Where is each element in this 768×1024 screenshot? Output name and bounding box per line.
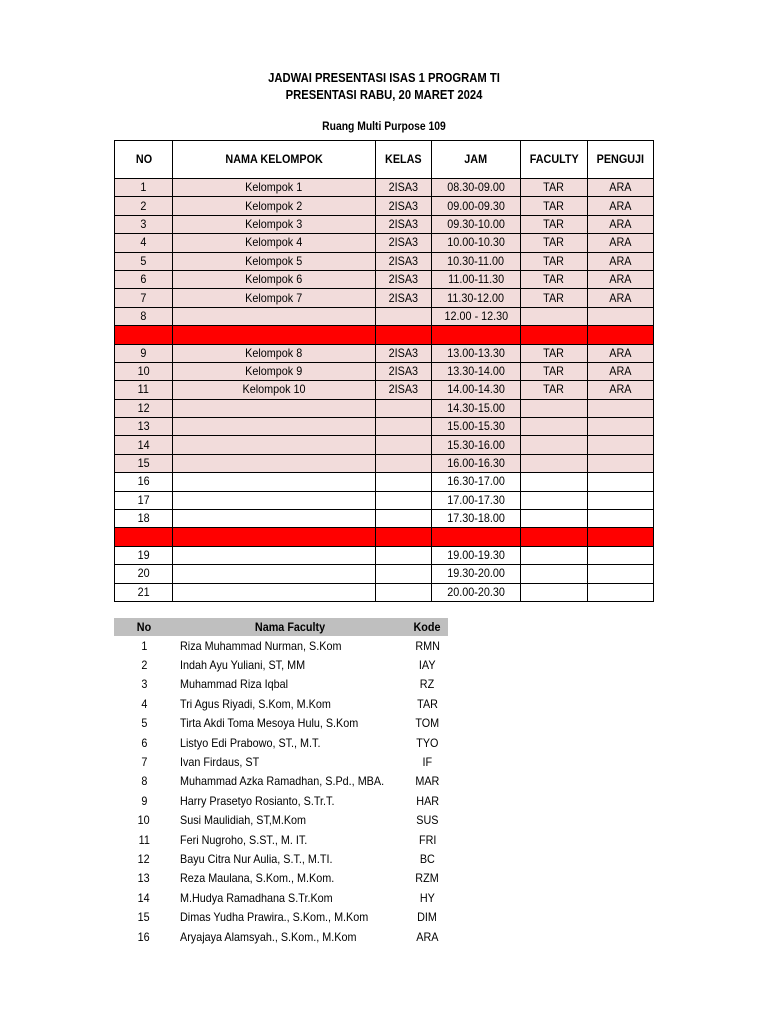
break-cell: [115, 528, 173, 546]
cell-penguji: ARA: [588, 270, 654, 288]
document-subtitle: PRESENTASI RABU, 20 MARET 2024: [285, 88, 483, 102]
faculty-cell-nama: Reza Maulana, S.Kom., M.Kom.: [180, 871, 335, 886]
faculty-cell-nama: Aryajaya Alamsyah., S.Kom., M.Kom: [180, 929, 357, 944]
cell-jam: 17.30-18.00: [432, 510, 521, 528]
cell-kelas: [376, 307, 432, 325]
cell-kelas: 2ISA3: [376, 252, 432, 270]
faculty-row: [114, 772, 448, 791]
cell-kelas: 2ISA3: [376, 362, 432, 380]
schedule-row: [115, 307, 654, 325]
cell-penguji: [588, 436, 654, 454]
faculty-row: [114, 752, 448, 771]
cell-kelas: [376, 565, 432, 583]
faculty-cell-nama: Tirta Akdi Toma Mesoya Hulu, S.Kom: [180, 716, 359, 731]
cell-kelas: [376, 454, 432, 472]
faculty-cell-no: 10: [137, 813, 151, 828]
faculty-cell-nama: Muhammad Azka Ramadhan, S.Pd., MBA.: [180, 774, 385, 789]
faculty-row: [114, 849, 448, 868]
faculty-cell-nama: Ivan Firdaus, ST: [180, 755, 260, 770]
faculty-cell-no: 14: [137, 890, 151, 905]
cell-penguji: [588, 583, 654, 601]
cell-faculty: [521, 307, 588, 325]
cell-jam: 20.00-20.30: [432, 583, 521, 601]
schedule-row: [115, 473, 654, 491]
schedule-row: [115, 362, 654, 380]
faculty-cell-no: 15: [137, 910, 151, 925]
faculty-cell-kode: TOM: [415, 716, 440, 731]
cell-kelas: [376, 546, 432, 564]
faculty-cell-no: 1: [140, 638, 148, 653]
faculty-row: [114, 888, 448, 907]
faculty-cell-kode: ARA: [416, 929, 439, 944]
cell-faculty: [521, 454, 588, 472]
schedule-row: [115, 418, 654, 436]
break-cell: [521, 326, 588, 344]
faculty-column-header-nama: Nama Faculty: [174, 618, 407, 636]
break-row: [115, 326, 654, 344]
break-row: [115, 528, 654, 546]
break-cell: [376, 326, 432, 344]
faculty-cell-no: 5: [140, 716, 148, 731]
cell-penguji: [588, 473, 654, 491]
faculty-cell-no: 9: [140, 793, 148, 808]
cell-nama: Kelompok 6: [173, 270, 376, 288]
cell-faculty: [521, 399, 588, 417]
column-header-penguji: PENGUJI: [588, 141, 654, 179]
cell-faculty: TAR: [521, 289, 588, 307]
cell-faculty: TAR: [521, 362, 588, 380]
break-cell: [115, 326, 173, 344]
cell-no: 15: [115, 454, 173, 472]
cell-no: 17: [115, 491, 173, 509]
faculty-cell-no: 3: [140, 677, 148, 692]
cell-penguji: [588, 510, 654, 528]
schedule-row: [115, 436, 654, 454]
schedule-row: [115, 234, 654, 252]
cell-nama: Kelompok 5: [173, 252, 376, 270]
cell-faculty: [521, 546, 588, 564]
column-header-faculty: FACULTY: [521, 141, 588, 179]
cell-no: 13: [115, 418, 173, 436]
faculty-cell-nama: Harry Prasetyo Rosianto, S.Tr.T.: [180, 793, 335, 808]
cell-penguji: ARA: [588, 234, 654, 252]
cell-kelas: [376, 399, 432, 417]
faculty-cell-nama: Listyo Edi Prabowo, ST., M.T.: [180, 735, 321, 750]
break-cell: [588, 326, 654, 344]
faculty-cell-kode: RMN: [414, 638, 440, 653]
cell-faculty: [521, 583, 588, 601]
cell-nama: Kelompok 2: [173, 197, 376, 215]
cell-faculty: [521, 510, 588, 528]
cell-nama: [173, 454, 376, 472]
faculty-row: [114, 714, 448, 733]
cell-penguji: [588, 418, 654, 436]
cell-jam: 12.00 - 12.30: [432, 307, 521, 325]
cell-faculty: TAR: [521, 344, 588, 362]
faculty-row: [114, 927, 448, 946]
cell-penguji: ARA: [588, 344, 654, 362]
cell-no: 16: [115, 473, 173, 491]
cell-faculty: [521, 473, 588, 491]
cell-faculty: TAR: [521, 252, 588, 270]
faculty-cell-no: 2: [140, 658, 148, 673]
cell-no: 5: [115, 252, 173, 270]
cell-penguji: ARA: [588, 252, 654, 270]
break-cell: [173, 528, 376, 546]
cell-faculty: [521, 565, 588, 583]
faculty-cell-no: 16: [137, 929, 151, 944]
faculty-cell-nama: Tri Agus Riyadi, S.Kom, M.Kom: [180, 696, 331, 711]
faculty-cell-nama: Bayu Citra Nur Aulia, S.T., M.TI.: [180, 851, 333, 866]
schedule-table: [114, 140, 654, 602]
faculty-cell-no: 8: [140, 774, 148, 789]
cell-kelas: [376, 436, 432, 454]
cell-no: 3: [115, 215, 173, 233]
faculty-cell-kode: TAR: [416, 696, 438, 711]
cell-no: 20: [115, 565, 173, 583]
cell-jam: 13.30-14.00: [432, 362, 521, 380]
cell-nama: [173, 583, 376, 601]
faculty-cell-kode: RZ: [420, 677, 435, 692]
column-header-nama-kelompok: NAMA KELOMPOK: [173, 141, 376, 179]
schedule-row: [115, 179, 654, 197]
schedule-row: [115, 546, 654, 564]
cell-nama: Kelompok 9: [173, 362, 376, 380]
faculty-column-header-no: No: [114, 618, 174, 636]
cell-no: 21: [115, 583, 173, 601]
cell-kelas: 2ISA3: [376, 215, 432, 233]
cell-nama: Kelompok 1: [173, 179, 376, 197]
cell-jam: 14.00-14.30: [432, 381, 521, 399]
cell-penguji: ARA: [588, 381, 654, 399]
faculty-row: [114, 791, 448, 810]
cell-no: 19: [115, 546, 173, 564]
faculty-cell-kode: BC: [419, 851, 435, 866]
cell-jam: 16.00-16.30: [432, 454, 521, 472]
schedule-header-row: [115, 141, 654, 179]
cell-kelas: 2ISA3: [376, 289, 432, 307]
cell-nama: Kelompok 3: [173, 215, 376, 233]
cell-kelas: 2ISA3: [376, 234, 432, 252]
cell-faculty: TAR: [521, 381, 588, 399]
faculty-cell-no: 12: [137, 851, 151, 866]
cell-jam: 19.00-19.30: [432, 546, 521, 564]
cell-no: 1: [115, 179, 173, 197]
cell-kelas: [376, 510, 432, 528]
faculty-cell-no: 7: [140, 755, 148, 770]
schedule-row: [115, 197, 654, 215]
cell-faculty: TAR: [521, 197, 588, 215]
cell-no: 14: [115, 436, 173, 454]
break-cell: [432, 326, 521, 344]
faculty-cell-kode: FRI: [418, 832, 436, 847]
cell-jam: 10.30-11.00: [432, 252, 521, 270]
cell-nama: [173, 491, 376, 509]
cell-kelas: 2ISA3: [376, 344, 432, 362]
cell-jam: 08.30-09.00: [432, 179, 521, 197]
schedule-row: [115, 344, 654, 362]
break-cell: [521, 528, 588, 546]
cell-faculty: TAR: [521, 270, 588, 288]
faculty-row: [114, 907, 448, 926]
schedule-row: [115, 215, 654, 233]
faculty-cell-nama: M.Hudya Ramadhana S.Tr.Kom: [180, 890, 333, 905]
cell-jam: 17.00-17.30: [432, 491, 521, 509]
cell-jam: 10.00-10.30: [432, 234, 521, 252]
faculty-row: [114, 655, 448, 674]
faculty-row: [114, 811, 448, 830]
cell-nama: Kelompok 4: [173, 234, 376, 252]
schedule-row: [115, 565, 654, 583]
faculty-cell-nama: Susi Maulidiah, ST,M.Kom: [180, 813, 307, 828]
cell-nama: [173, 510, 376, 528]
faculty-cell-kode: SUS: [416, 813, 439, 828]
cell-nama: [173, 436, 376, 454]
cell-nama: Kelompok 7: [173, 289, 376, 307]
room-label: Ruang Multi Purpose 109: [322, 121, 446, 133]
cell-faculty: [521, 436, 588, 454]
cell-nama: [173, 565, 376, 583]
cell-penguji: [588, 454, 654, 472]
faculty-cell-kode: HY: [419, 890, 435, 905]
cell-jam: 19.30-20.00: [432, 565, 521, 583]
faculty-cell-nama: Indah Ayu Yuliani, ST, MM: [180, 658, 306, 673]
faculty-cell-kode: DIM: [417, 910, 438, 925]
break-cell: [173, 326, 376, 344]
schedule-row: [115, 583, 654, 601]
cell-kelas: [376, 473, 432, 491]
cell-faculty: [521, 491, 588, 509]
faculty-cell-kode: IF: [422, 755, 433, 770]
faculty-cell-kode: MAR: [415, 774, 440, 789]
cell-nama: [173, 307, 376, 325]
cell-faculty: [521, 418, 588, 436]
faculty-cell-kode: TYO: [416, 735, 439, 750]
faculty-cell-nama: Muhammad Riza Iqbal: [180, 677, 289, 692]
break-cell: [432, 528, 521, 546]
cell-nama: Kelompok 8: [173, 344, 376, 362]
cell-faculty: TAR: [521, 179, 588, 197]
cell-kelas: 2ISA3: [376, 270, 432, 288]
faculty-cell-no: 13: [137, 871, 151, 886]
cell-penguji: [588, 307, 654, 325]
cell-no: 12: [115, 399, 173, 417]
cell-jam: 11.00-11.30: [432, 270, 521, 288]
document-title: JADWAI PRESENTASI ISAS 1 PROGRAM TI: [268, 71, 500, 85]
cell-nama: [173, 473, 376, 491]
schedule-row: [115, 270, 654, 288]
faculty-cell-kode: HAR: [415, 793, 439, 808]
column-header-jam: JAM: [432, 141, 521, 179]
cell-penguji: ARA: [588, 179, 654, 197]
column-header-kelas: KELAS: [376, 141, 432, 179]
faculty-cell-no: 4: [140, 696, 148, 711]
faculty-column-header-kode: Kode: [407, 618, 448, 636]
cell-penguji: ARA: [588, 215, 654, 233]
cell-penguji: [588, 565, 654, 583]
faculty-cell-nama: Dimas Yudha Prawira., S.Kom., M.Kom: [180, 910, 369, 925]
cell-penguji: [588, 491, 654, 509]
column-header-no: NO: [115, 141, 173, 179]
cell-no: 8: [115, 307, 173, 325]
faculty-cell-no: 6: [140, 735, 148, 750]
cell-jam: 09.00-09.30: [432, 197, 521, 215]
schedule-row: [115, 510, 654, 528]
cell-penguji: ARA: [588, 197, 654, 215]
faculty-row: [114, 830, 448, 849]
cell-penguji: ARA: [588, 362, 654, 380]
faculty-table: [114, 618, 448, 946]
cell-kelas: [376, 491, 432, 509]
cell-kelas: 2ISA3: [376, 381, 432, 399]
faculty-row: [114, 694, 448, 713]
schedule-row: [115, 289, 654, 307]
cell-no: 10: [115, 362, 173, 380]
faculty-row: [114, 675, 448, 694]
faculty-row: [114, 636, 448, 655]
cell-nama: [173, 546, 376, 564]
faculty-row: [114, 733, 448, 752]
cell-kelas: [376, 418, 432, 436]
cell-kelas: [376, 583, 432, 601]
cell-penguji: ARA: [588, 289, 654, 307]
cell-no: 7: [115, 289, 173, 307]
faculty-cell-nama: Feri Nugroho, S.ST., M. IT.: [180, 832, 308, 847]
schedule-row: [115, 381, 654, 399]
break-cell: [588, 528, 654, 546]
cell-faculty: TAR: [521, 234, 588, 252]
cell-jam: 15.00-15.30: [432, 418, 521, 436]
faculty-row: [114, 869, 448, 888]
cell-jam: 09.30-10.00: [432, 215, 521, 233]
cell-nama: [173, 418, 376, 436]
cell-no: 9: [115, 344, 173, 362]
cell-jam: 14.30-15.00: [432, 399, 521, 417]
schedule-row: [115, 491, 654, 509]
schedule-row: [115, 399, 654, 417]
schedule-row: [115, 252, 654, 270]
cell-nama: Kelompok 10: [173, 381, 376, 399]
cell-nama: [173, 399, 376, 417]
break-cell: [376, 528, 432, 546]
faculty-cell-kode: RZM: [415, 871, 439, 886]
cell-jam: 16.30-17.00: [432, 473, 521, 491]
cell-faculty: TAR: [521, 215, 588, 233]
cell-penguji: [588, 546, 654, 564]
cell-penguji: [588, 399, 654, 417]
cell-no: 11: [115, 381, 173, 399]
faculty-cell-no: 11: [138, 832, 150, 847]
cell-jam: 15.30-16.00: [432, 436, 521, 454]
cell-no: 2: [115, 197, 173, 215]
faculty-header-row: [114, 618, 448, 636]
faculty-cell-nama: Riza Muhammad Nurman, S.Kom: [180, 638, 342, 653]
cell-kelas: 2ISA3: [376, 197, 432, 215]
cell-jam: 13.00-13.30: [432, 344, 521, 362]
schedule-row: [115, 454, 654, 472]
cell-no: 18: [115, 510, 173, 528]
cell-no: 6: [115, 270, 173, 288]
cell-kelas: 2ISA3: [376, 179, 432, 197]
cell-jam: 11.30-12.00: [432, 289, 521, 307]
cell-no: 4: [115, 234, 173, 252]
faculty-cell-kode: IAY: [418, 658, 436, 673]
